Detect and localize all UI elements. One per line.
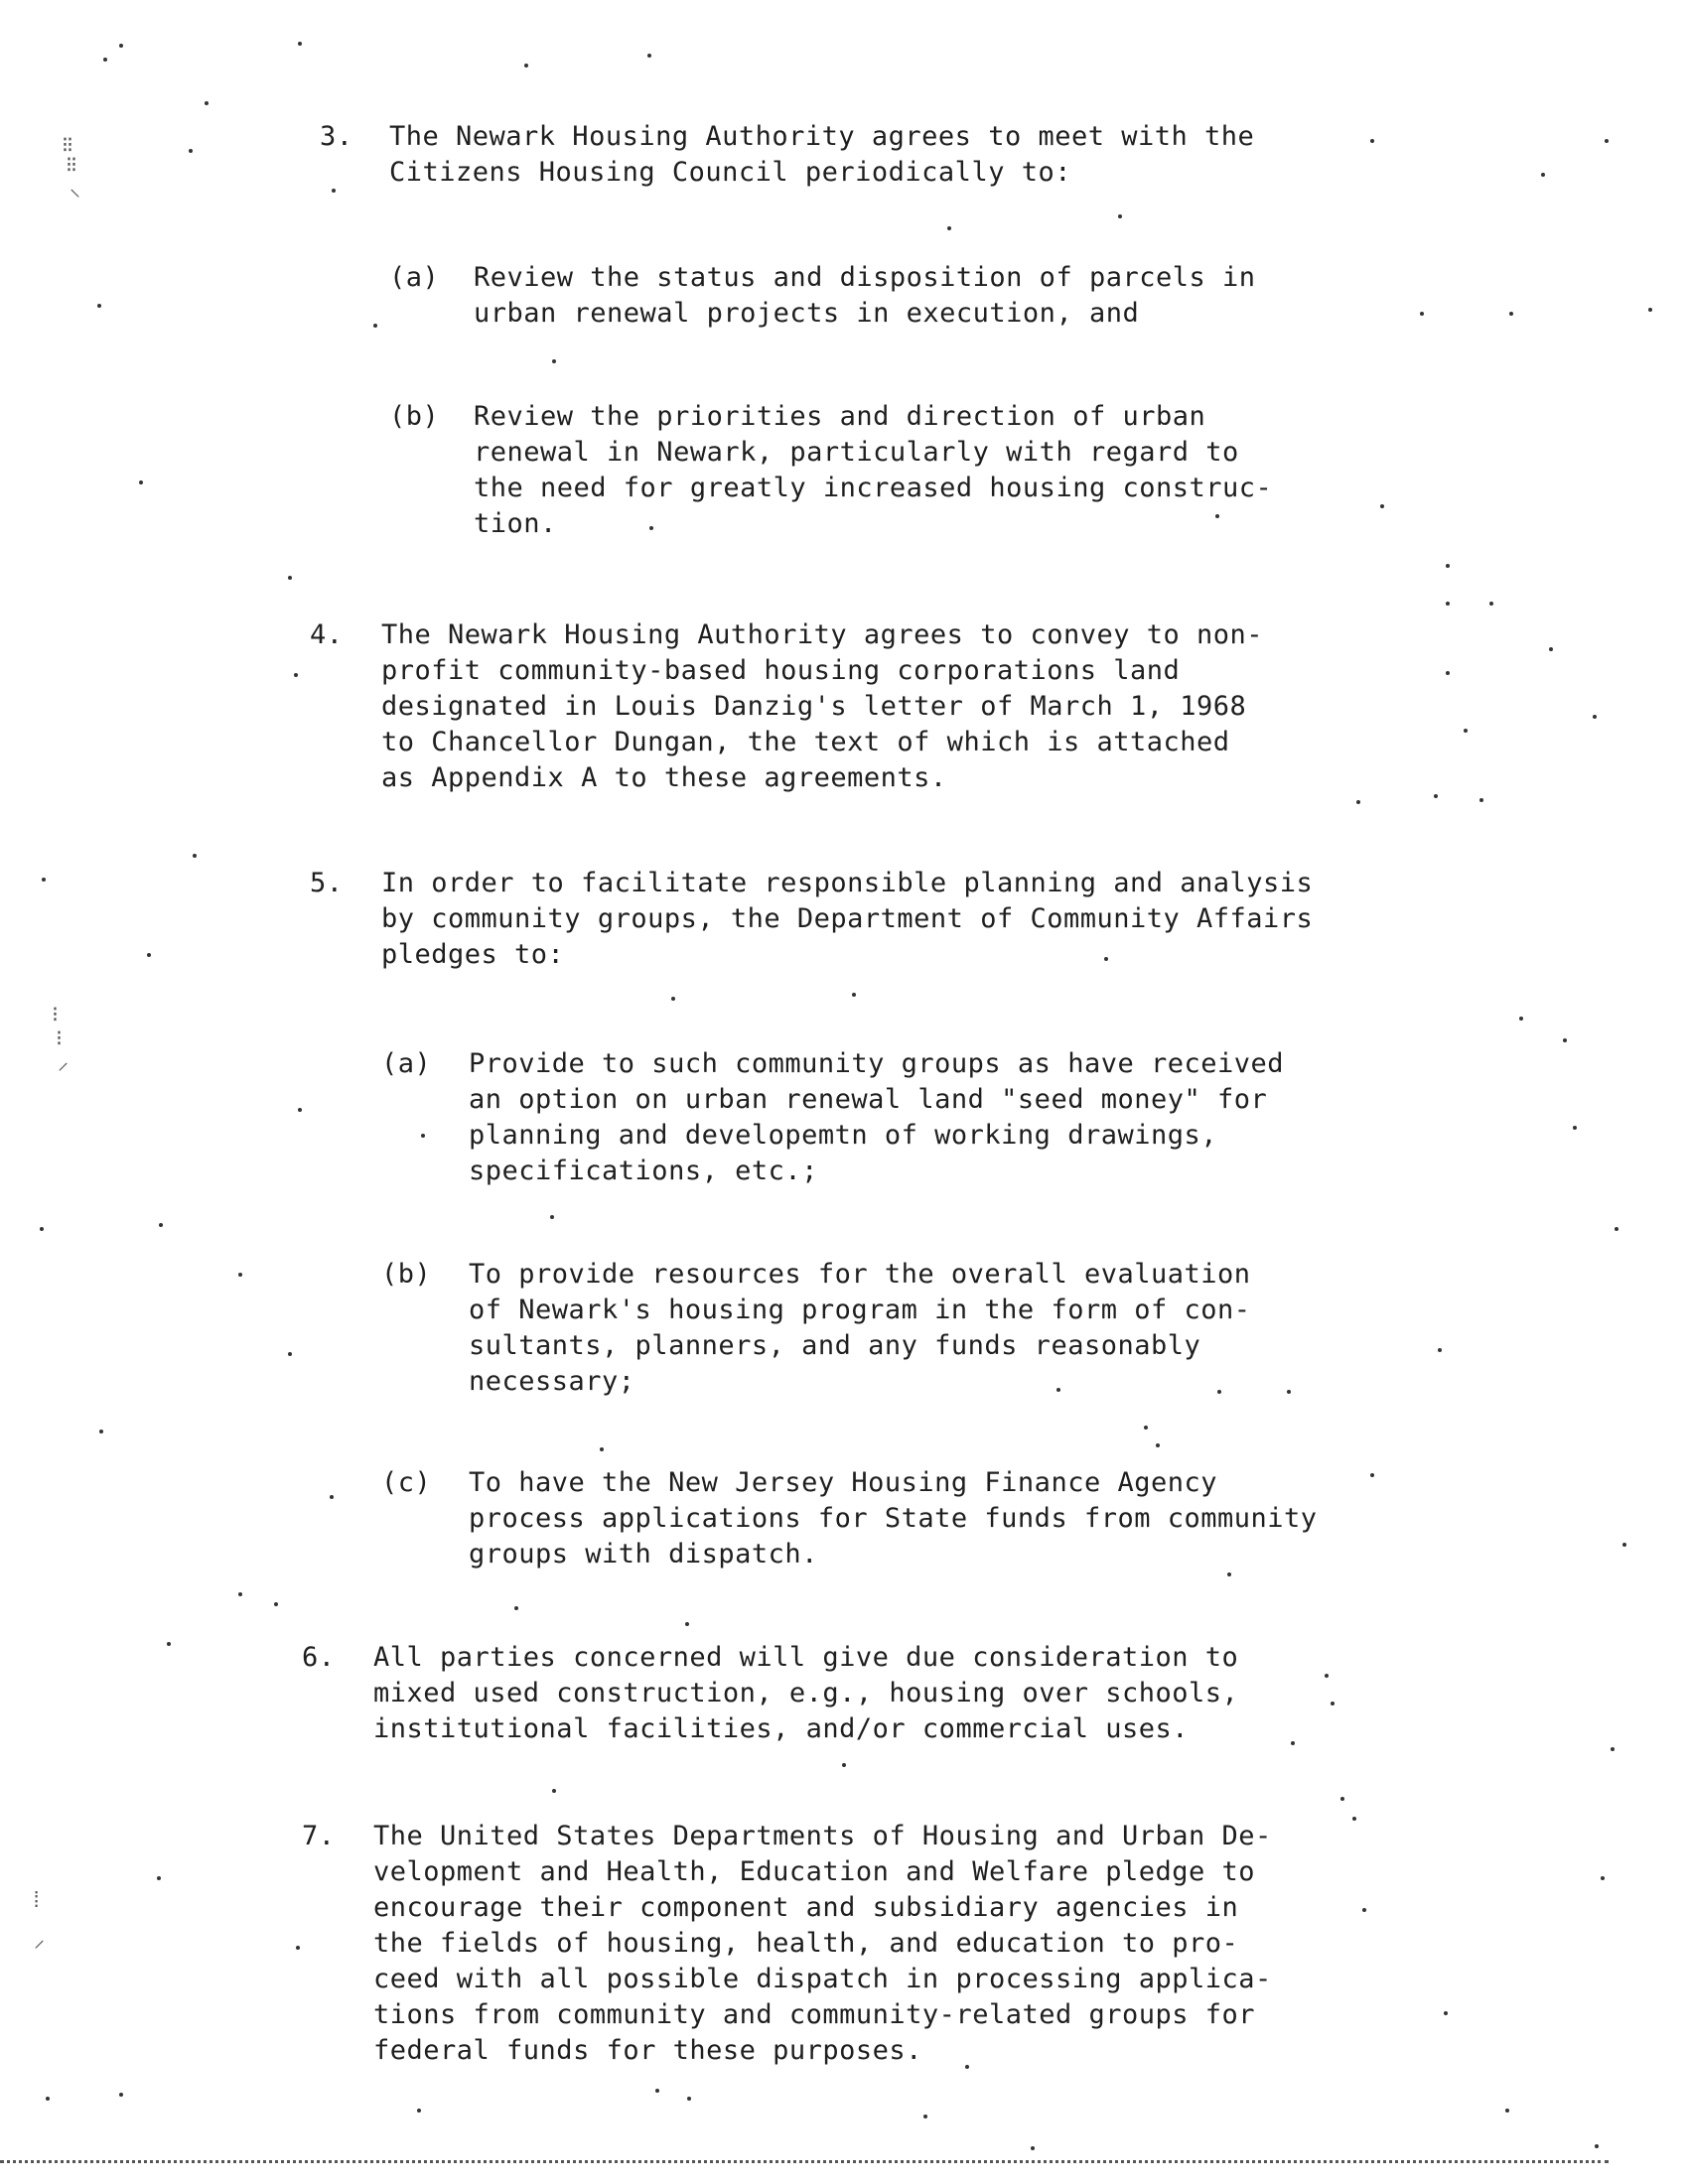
subsection-text: Review the status and disposition of parcels in urban renewal projects in execution, and bbox=[474, 262, 1256, 329]
section-5a bbox=[381, 1046, 1523, 1195]
scan-speck bbox=[296, 1946, 300, 1950]
scan-speck bbox=[1605, 139, 1609, 143]
scan-speck bbox=[1464, 729, 1468, 733]
scan-speck bbox=[1611, 1747, 1615, 1751]
scan-speck bbox=[417, 2109, 421, 2113]
scan-speck bbox=[923, 2115, 927, 2118]
scan-speck bbox=[1519, 1017, 1523, 1021]
scan-speck bbox=[1622, 1543, 1626, 1547]
subsection-letter: (b) bbox=[381, 1259, 432, 1290]
section-text: All parties concerned will give due consideration to mixed used construction, e.g., housing over schools, institutional facilities, and/or commercial uses. bbox=[373, 1642, 1239, 1744]
section-5c bbox=[381, 1465, 1622, 1574]
scan-speck bbox=[1144, 1426, 1148, 1430]
subsection-letter: (a) bbox=[389, 262, 440, 293]
scan-speck bbox=[1370, 139, 1374, 143]
scan-speck bbox=[1489, 602, 1493, 606]
scan-speck bbox=[1593, 715, 1597, 719]
scan-speck bbox=[298, 42, 302, 46]
section-text: In order to facilitate responsible planning and analysis by community groups, the Department of Community Affairs pledges to: bbox=[381, 868, 1314, 970]
subsection-letter: (b) bbox=[389, 401, 440, 432]
scan-speck bbox=[139, 480, 143, 484]
scan-speck bbox=[1291, 1741, 1295, 1745]
scan-speck bbox=[373, 324, 377, 328]
scan-speck bbox=[1104, 957, 1108, 961]
scan-speck bbox=[550, 1215, 554, 1219]
margin-scan-mark: ⸝ bbox=[58, 1050, 68, 1075]
scan-speck bbox=[189, 149, 193, 153]
scan-speck bbox=[99, 1430, 103, 1433]
section-3b bbox=[389, 399, 1481, 548]
scan-speck bbox=[1325, 1674, 1329, 1678]
scan-speck bbox=[1156, 1443, 1160, 1447]
scan-speck bbox=[193, 854, 197, 858]
scan-speck bbox=[1479, 798, 1483, 802]
scan-speck bbox=[97, 304, 101, 308]
scan-speck bbox=[687, 2097, 691, 2101]
scan-speck bbox=[655, 2089, 659, 2093]
section-5 bbox=[310, 866, 1601, 975]
scan-speck bbox=[1380, 504, 1384, 508]
scan-speck bbox=[1434, 794, 1438, 798]
subsection-text: To provide resources for the overall evaluation of Newark's housing program in the form of con- sultants, planners, and any funds reasonably necessary; bbox=[469, 1259, 1251, 1397]
section-4 bbox=[310, 617, 1551, 801]
scan-speck bbox=[1287, 1390, 1291, 1394]
scan-speck bbox=[552, 1789, 556, 1793]
scan-speck bbox=[1446, 564, 1450, 568]
scan-speck bbox=[1227, 1572, 1231, 1576]
scan-speck bbox=[552, 359, 556, 363]
section-7 bbox=[302, 1819, 1593, 2077]
scan-speck bbox=[332, 189, 336, 193]
section-3a bbox=[389, 260, 1481, 340]
scan-speck bbox=[685, 1622, 689, 1626]
margin-scan-mark: ⁝ bbox=[56, 1026, 61, 1051]
scan-speck bbox=[852, 993, 856, 997]
section-text: The Newark Housing Authority agrees to convey to non- profit community-based housing corporations land designated in Louis Danzig's letter of March 1, 1968 to Chancellor Dungan, the text of which is attached as Appendix A to these agreements. bbox=[381, 619, 1264, 793]
scan-speck bbox=[159, 1223, 163, 1227]
scan-speck bbox=[205, 101, 209, 105]
subsection-text: Review the priorities and direction of urban renewal in Newark, particularly with regard to the need for greatly increased housing construc- tion. bbox=[474, 401, 1273, 539]
scan-speck bbox=[1505, 2109, 1509, 2113]
scan-speck bbox=[671, 997, 675, 1001]
section-number: 4. bbox=[310, 619, 344, 650]
section-6 bbox=[302, 1640, 1543, 1749]
scan-speck bbox=[842, 1763, 846, 1767]
scan-speck bbox=[1446, 602, 1450, 606]
scan-speck bbox=[1549, 647, 1553, 651]
scan-speck bbox=[1362, 1908, 1366, 1912]
scan-speck bbox=[947, 226, 951, 230]
scan-speck bbox=[1438, 1348, 1442, 1352]
scan-speck bbox=[1118, 214, 1122, 218]
scan-speck bbox=[1446, 671, 1450, 675]
scan-speck bbox=[1352, 1817, 1356, 1821]
scan-speck bbox=[330, 1495, 334, 1499]
scan-speck bbox=[1217, 1390, 1221, 1394]
scan-speck bbox=[238, 1592, 242, 1596]
subsection-text: Provide to such community groups as have received an option on urban renewal land "seed money" for planning and developemtn of working drawings, specifications, etc.; bbox=[469, 1048, 1285, 1186]
subsection-text: To have the New Jersey Housing Finance Agency process applications for State funds from community groups with dispatch. bbox=[469, 1467, 1318, 1570]
scan-speck bbox=[647, 54, 651, 58]
scan-speck bbox=[1595, 2144, 1599, 2148]
scan-speck bbox=[288, 1352, 292, 1356]
scan-speck bbox=[965, 2065, 969, 2069]
section-number: 6. bbox=[302, 1642, 336, 1673]
subsection-letter: (c) bbox=[381, 1467, 432, 1498]
scan-speck bbox=[42, 878, 46, 882]
scan-speck bbox=[524, 64, 528, 68]
section-5b bbox=[381, 1257, 1523, 1406]
section-number: 3. bbox=[320, 121, 353, 152]
margin-scan-mark: ⸝ bbox=[34, 1928, 44, 1953]
margin-scan-mark: ⁝ bbox=[52, 1003, 57, 1027]
scan-speck bbox=[600, 1447, 604, 1451]
section-number: 5. bbox=[310, 868, 344, 898]
scan-speck bbox=[1031, 2146, 1035, 2150]
scan-speck bbox=[40, 1227, 44, 1231]
scan-speck bbox=[1331, 1702, 1335, 1706]
section-text: The Newark Housing Authority agrees to meet with the Citizens Housing Council periodically to: bbox=[389, 121, 1255, 188]
scan-speck bbox=[103, 58, 107, 62]
margin-scan-mark: ⁝⁝ bbox=[62, 133, 71, 158]
scan-speck bbox=[119, 44, 123, 48]
scan-speck bbox=[1356, 800, 1360, 804]
scan-speck bbox=[298, 1108, 302, 1112]
section-3 bbox=[320, 119, 1511, 199]
scan-speck bbox=[46, 2097, 50, 2101]
scan-speck bbox=[514, 1606, 518, 1610]
scan-speck bbox=[1573, 1126, 1577, 1130]
scan-speck bbox=[1056, 1388, 1060, 1392]
scan-speck bbox=[1370, 1473, 1374, 1477]
scan-speck bbox=[1615, 1227, 1618, 1231]
scan-speck bbox=[1601, 1876, 1605, 1880]
scan-speck bbox=[147, 953, 151, 957]
scan-speck bbox=[1509, 312, 1513, 316]
scan-speck bbox=[1340, 1797, 1344, 1801]
scan-speck bbox=[421, 1134, 425, 1138]
scan-speck bbox=[294, 673, 298, 677]
scan-speck bbox=[1563, 1038, 1567, 1042]
scan-speck bbox=[157, 1876, 161, 1880]
scan-speck bbox=[274, 1602, 278, 1606]
subsection-letter: (a) bbox=[381, 1048, 432, 1079]
margin-scan-mark: ⁞ bbox=[30, 1888, 42, 1913]
section-text: The United States Departments of Housing and Urban De- velopment and Health, Education and Welfare pledge to encourage their component and subsidiary agencies in the fields of housing, health, and education to pro- ceed with all possible dispatch in processing applica- tions from community and community-related groups for federal funds for these purposes. bbox=[373, 1821, 1272, 2066]
scan-speck bbox=[119, 2093, 123, 2097]
scan-speck bbox=[1648, 308, 1652, 312]
scan-speck bbox=[1420, 312, 1424, 316]
scan-speck bbox=[288, 576, 292, 580]
margin-scan-mark: ⸜ bbox=[70, 177, 79, 202]
scan-speck bbox=[167, 1642, 171, 1646]
scan-speck bbox=[1444, 2011, 1448, 2015]
scan-speck bbox=[1541, 173, 1545, 177]
scan-speck bbox=[649, 526, 653, 530]
scan-border-line bbox=[0, 2160, 1609, 2163]
margin-scan-mark: ⁝⁝ bbox=[66, 153, 75, 178]
scan-speck bbox=[1215, 514, 1219, 518]
section-number: 7. bbox=[302, 1821, 336, 1851]
scan-speck bbox=[238, 1273, 242, 1277]
